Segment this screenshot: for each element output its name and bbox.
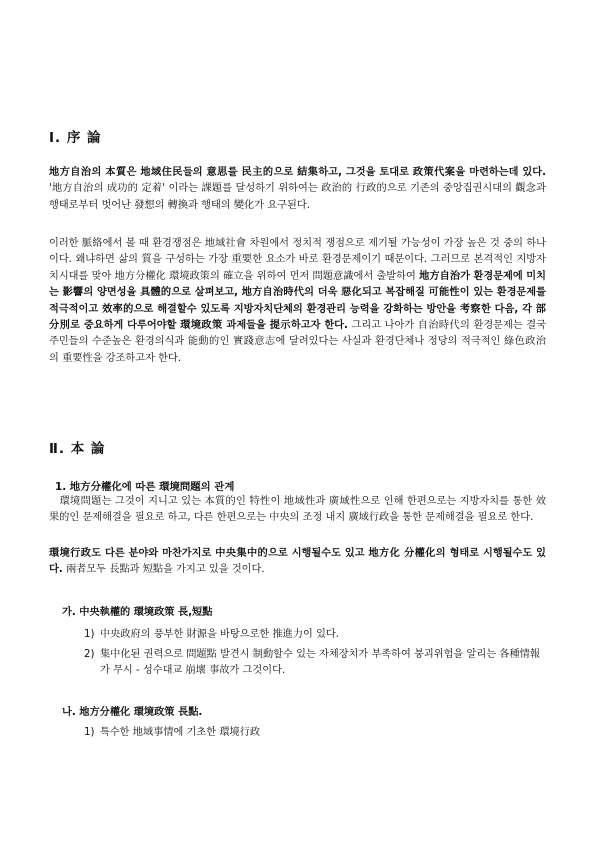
subsection-title-1: 1. 地方分權化에 따른 環境問題의 관계 bbox=[55, 481, 235, 493]
list-item bbox=[84, 627, 544, 643]
subsection-title-ga: 가. 中央執權的 環境政策 長,短點 bbox=[62, 607, 213, 618]
list-item-number: 1) bbox=[84, 727, 95, 738]
list-item-text: 특수한 地域事情에 기초한 環境行政 bbox=[100, 727, 261, 738]
list-item-number: 1) bbox=[84, 629, 95, 640]
list-item-text: 中央政府의 풍부한 財源을 바탕으로한 推進力이 있다. bbox=[100, 629, 340, 640]
list-item-text: 集中化된 권력으로 問題點 발견시 制動할수 있는 자체장치가 부족하여 붕괴위험을 알리는 各種情報가 무시 - 성수대교 崩壞 事故가 그것이다. bbox=[100, 649, 541, 677]
list-item bbox=[84, 725, 544, 741]
body-paragraph-1: 環境問題는 그것이 지니고 있는 本質的인 特性이 地域性과 廣域性으로 인해 한편으로는 지방자치를 통한 效果的인 문제해결을 필요로 하고, 다른 한편으로는 中央의 조정 내지 廣域行政을 통한 문제해결을 필요로 한다. bbox=[49, 496, 546, 524]
list-item bbox=[84, 647, 544, 680]
intro-paragraph-1 bbox=[49, 165, 546, 214]
list-item-number: 2) bbox=[84, 649, 95, 660]
intro-paragraph-1-bold: 地方自治의 本質은 地域住民들의 意思를 民主的으로 結集하고, 그것을 토대로 政策代案을 마련하는데 있다. bbox=[49, 167, 546, 178]
intro-paragraph-1-text: '地方自治의 成功的 定着' 이라는 課題를 달성하기 위하여는 政治的 行政的으로 기존의 중앙집권시대의 觀念과 행태로부터 벗어난 發想의 轉換과 행태의 變化가 요구된다. bbox=[49, 183, 546, 211]
intro-paragraph-2 bbox=[49, 236, 546, 367]
intro-paragraph-2-text-b: 그리고 나아가 自治時代의 환경문제는 결국 주민들의 수준높은 환경의식과 能動的인 實踐意志에 달려있다는 사실과 환경단체나 정당의 적극적인 綠色政治의 重要性을 강조하고자 한다. bbox=[49, 320, 546, 364]
intro-paragraph-2-bold: 地方自治가 환경문제에 미치는 影響의 양면성을 具體的으로 살펴보고, 地方自治時代의 더욱 惡化되고 복잡해질 可能性이 있는 환경문제를 적극적이고 效率的으로 해결할수 있도록 지방자치단체의 환경관리 능력을 강화하는 방안을 考察한 다음, 각 部分別로 중요하게 다루어야할 環境政策 과제들을 提示하고자 한다. bbox=[49, 270, 546, 332]
section-heading-main-body: Ⅱ. 本 論 bbox=[49, 441, 106, 457]
body-paragraph-2-bold: 環境行政도 다른 분야와 마찬가지로 中央集中的으로 시행될수도 있고 地方化 分權化의 형태로 시행될수도 있다. bbox=[49, 548, 546, 576]
body-paragraph-2-text: 兩者모두 長點과 短點을 가지고 있을 것이다. bbox=[62, 564, 265, 576]
intro-paragraph-2-text-a: 이러한 脈絡에서 볼 때 환경쟁점은 地域社會 차원에서 정치적 쟁점으로 제기될 가능성이 가장 높은 것 중의 하나이다. 왜냐하면 삶의 質을 구성하는 가장 重要한 요소가 바로 환경문제이기 때문이다. 그러므로 본격적인 지방자치시대를 맞아 地方分權化 環境政策의 確立을 위하여 먼저 問題意識에서 출발하여 bbox=[49, 238, 546, 282]
body-paragraph-2 bbox=[49, 546, 546, 579]
section-heading-introduction: Ⅰ. 序 論 bbox=[49, 130, 102, 146]
subsection-title-na: 나. 地方分權化 環境政策 長點. bbox=[62, 707, 203, 718]
